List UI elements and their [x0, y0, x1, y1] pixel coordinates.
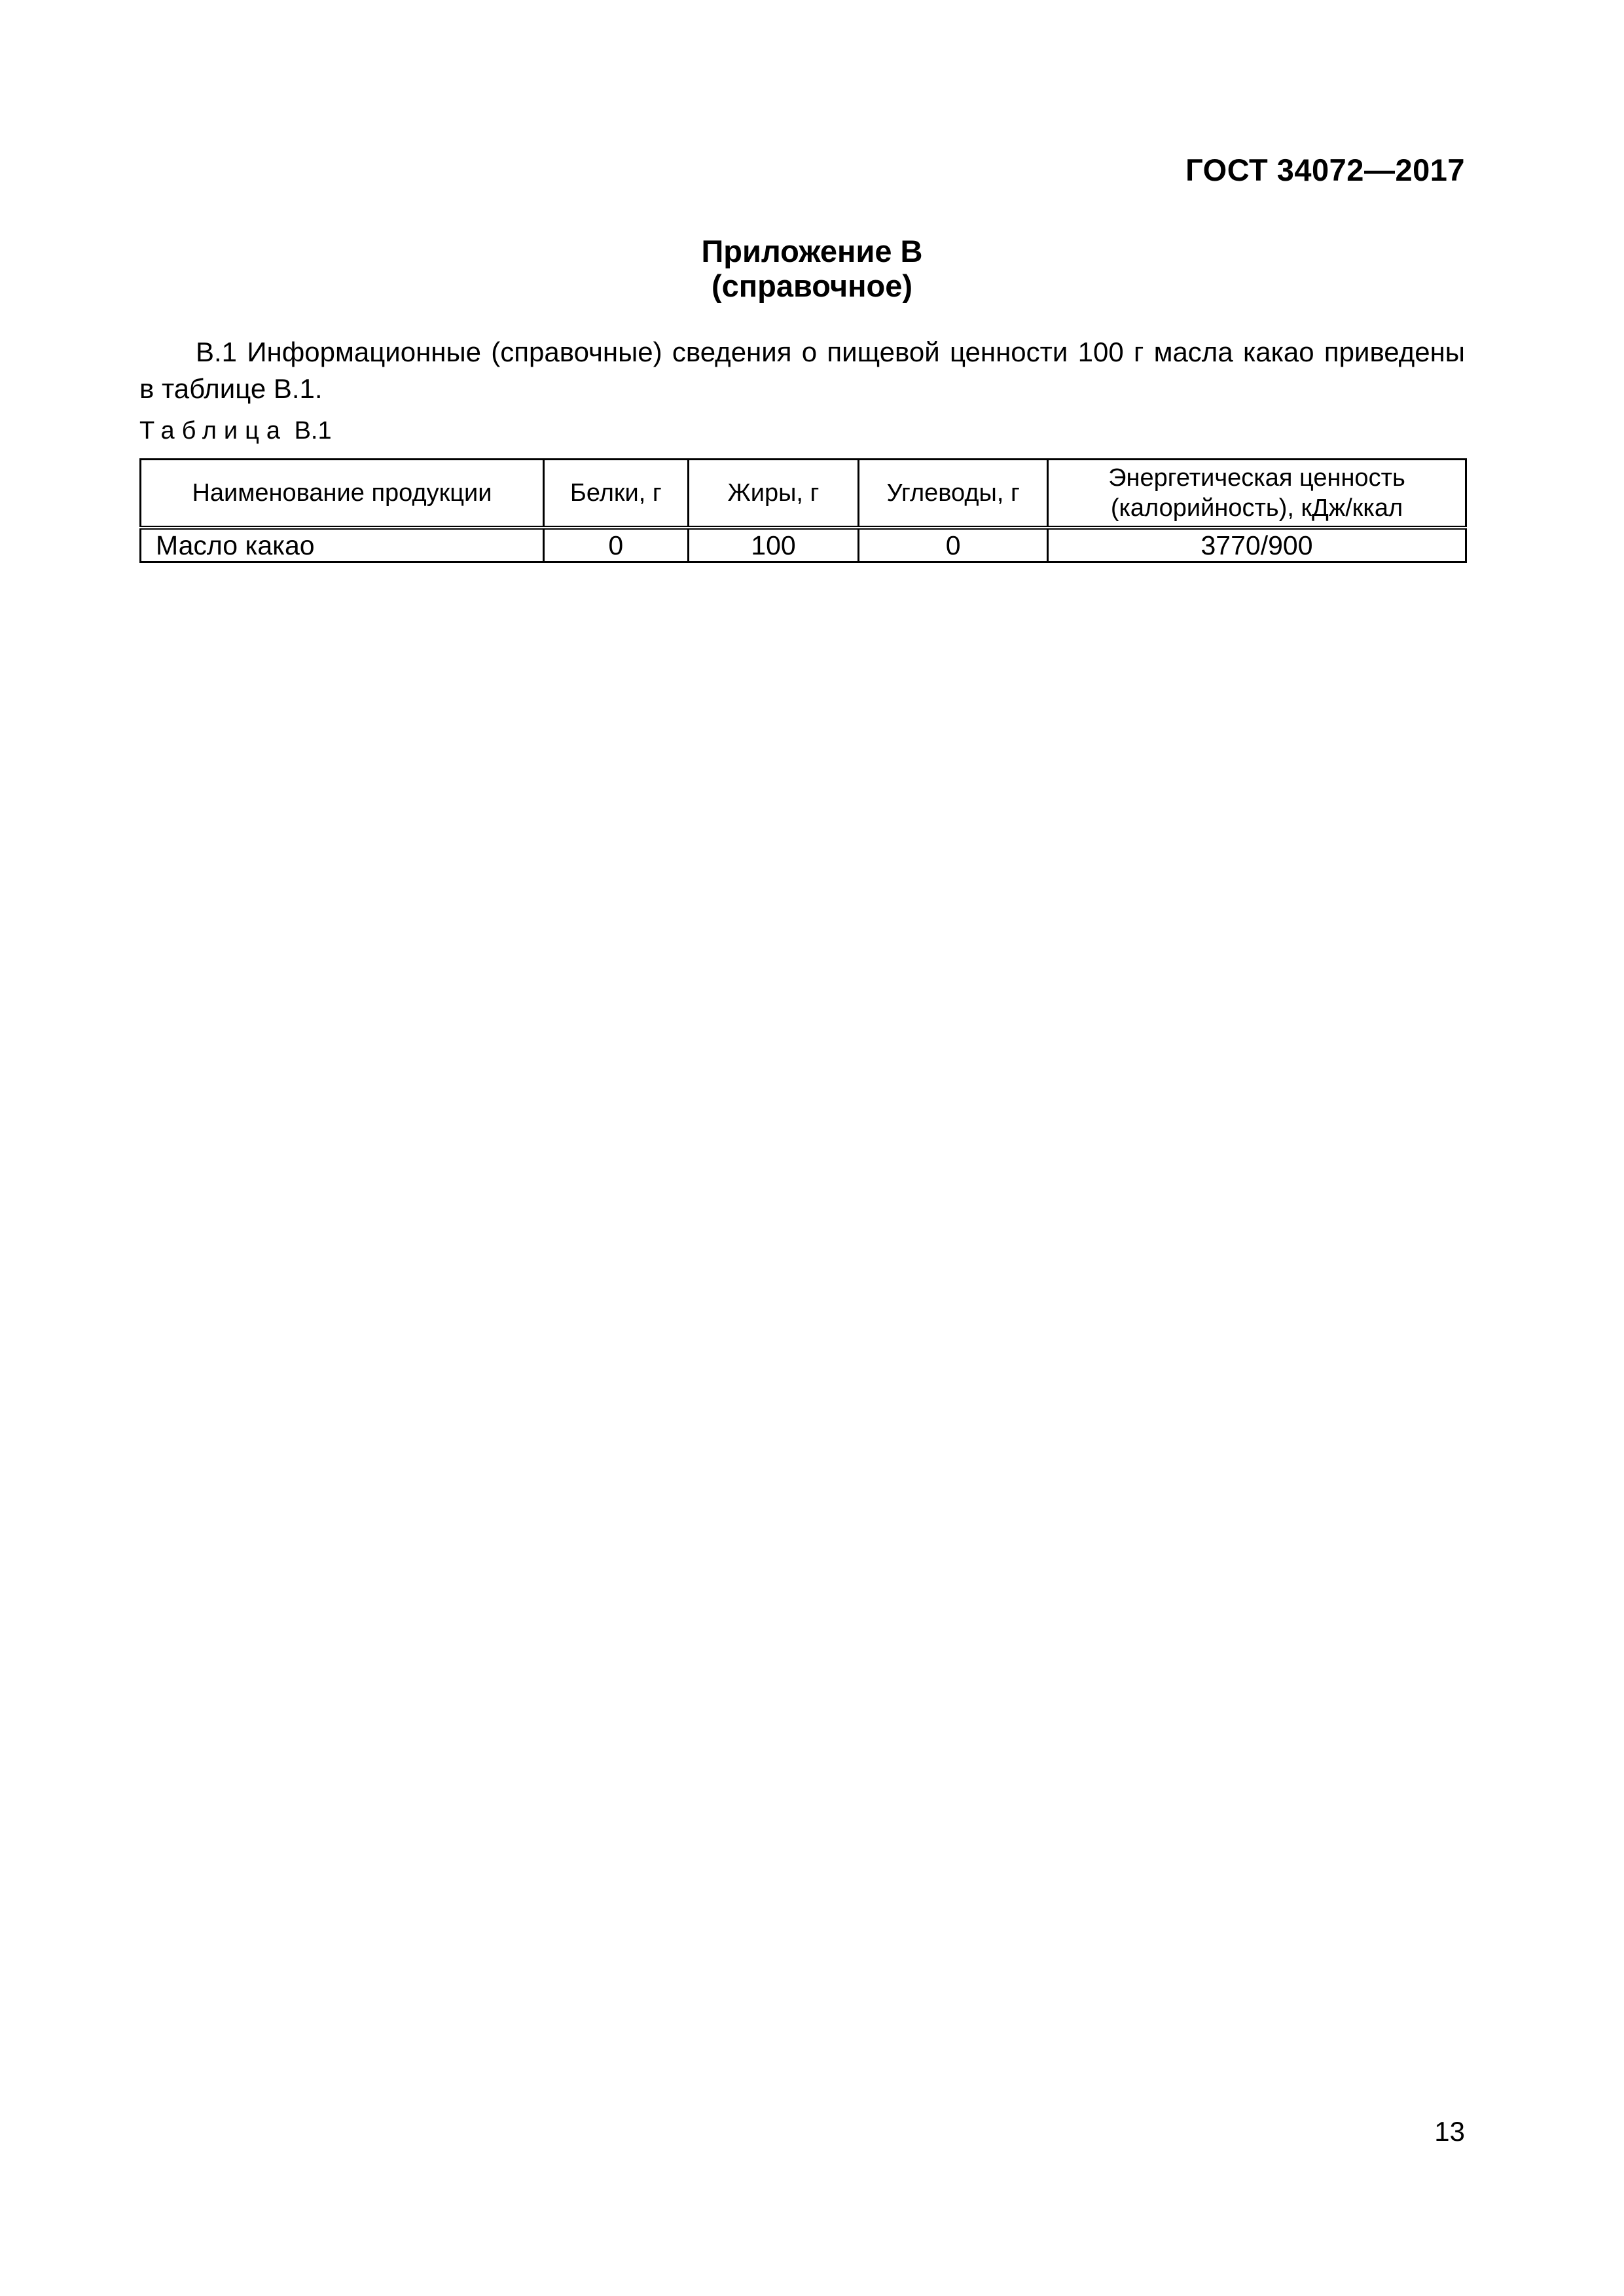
- header-carbohydrates: Углеводы, г: [859, 460, 1048, 528]
- paragraph-b1: [139, 334, 1465, 407]
- appendix-title: Приложение В: [701, 234, 923, 268]
- page-number: 13: [1434, 2116, 1465, 2147]
- nutrition-table: [139, 458, 1467, 563]
- table-caption: [139, 417, 332, 445]
- table-caption-word: Таблица: [139, 417, 287, 445]
- cell-fat: 100: [688, 528, 859, 562]
- header-protein: Белки, г: [543, 460, 688, 528]
- header-fat: Жиры, г: [688, 460, 859, 528]
- appendix-subtitle: (справочное): [711, 268, 912, 303]
- cell-product-name: Масло какао: [141, 528, 544, 562]
- cell-protein: 0: [543, 528, 688, 562]
- header-energy-line-1: Энергетическая ценность: [1108, 464, 1405, 492]
- paragraph-line-1: В.1 Информационные (справочные) сведения о пищевой ценности 100 г масла какао приведены: [196, 337, 1465, 367]
- table-row: [141, 528, 1466, 562]
- cell-carbohydrates: 0: [859, 528, 1048, 562]
- header-energy-line-2: (калорийность), кДж/ккал: [1110, 494, 1403, 522]
- standard-identifier: ГОСТ 34072—2017: [1185, 153, 1465, 187]
- table-caption-number: В.1: [294, 417, 332, 445]
- table-header-row: [141, 460, 1466, 528]
- header-product-name: Наименование продукции: [141, 460, 544, 528]
- header-energy-value: [1048, 460, 1466, 528]
- paragraph-line-2: в таблице В.1.: [139, 373, 323, 404]
- cell-energy-value: 3770/900: [1048, 528, 1466, 562]
